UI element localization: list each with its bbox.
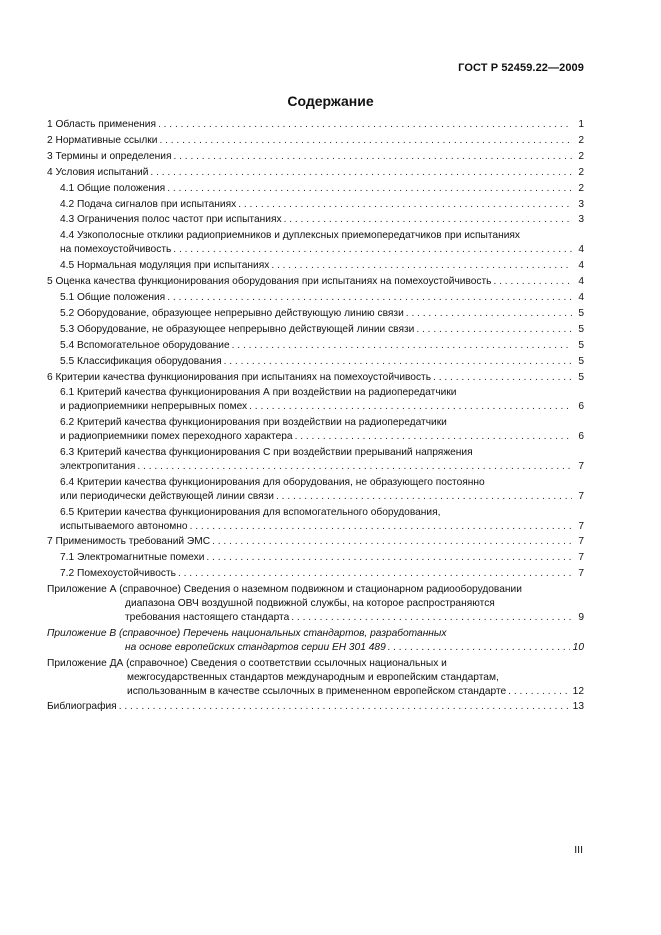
toc-leader-dots bbox=[188, 520, 572, 534]
toc-leader-dots bbox=[289, 611, 572, 625]
toc-entry-page: 7 bbox=[578, 520, 584, 532]
toc-entry-text: 4.3 Ограничения полос частот при испытаниях bbox=[60, 214, 282, 226]
toc-entry-page: 4 bbox=[578, 244, 584, 256]
toc-entry-text: 4 Условия испытаний bbox=[47, 166, 149, 178]
toc-entry[interactable] bbox=[47, 323, 584, 337]
toc-entry-text: 5 Оценка качества функционирования оборудования при испытаниях на помехоустойчивость bbox=[47, 276, 492, 288]
toc-entry-text: 6.1 Критерий качества функционирования А при воздействии на радиопередатчики bbox=[60, 387, 457, 399]
toc-entry-page: 2 bbox=[578, 150, 584, 162]
toc-leader-dots bbox=[165, 291, 572, 305]
toc-entry-text: 6.3 Критерий качества функционирования С при воздействии прерываний напряжения bbox=[60, 447, 473, 459]
toc-entry-text: межгосударственных стандартов международным и европейским стандартам, bbox=[127, 671, 499, 683]
toc-entry-text: 6.4 Критерии качества функционирования для оборудования, не образующего постоянно bbox=[60, 476, 485, 488]
toc-entry-page: 5 bbox=[578, 339, 584, 351]
toc-entry-text: или периодически действующей линии связи bbox=[60, 490, 274, 502]
toc-entry[interactable] bbox=[47, 627, 584, 655]
toc-entry-text: испытываемого автономно bbox=[60, 520, 188, 532]
toc-leader-dots bbox=[293, 430, 572, 444]
toc-entry-text: и радиоприемники помех переходного характера bbox=[60, 431, 293, 443]
toc-entry-text: 6.5 Критерии качества функционирования для вспомогательного оборудования, bbox=[60, 506, 441, 518]
toc-entry[interactable] bbox=[47, 291, 584, 305]
toc-entry-text: 4.1 Общие положения bbox=[60, 182, 166, 194]
toc-entry[interactable] bbox=[47, 259, 584, 273]
toc-entry[interactable] bbox=[47, 150, 584, 164]
toc-leader-dots bbox=[165, 182, 572, 196]
toc-entry-page: 4 bbox=[578, 260, 584, 272]
toc-entry-page: 3 bbox=[578, 214, 584, 226]
toc-leader-dots bbox=[282, 213, 572, 227]
toc-leader-dots bbox=[204, 551, 572, 565]
toc-entry-text: 4.4 Узкополосные отклики радиоприемников и дуплексных приемопередатчиков при испытаниях bbox=[60, 230, 521, 242]
toc-leader-dots bbox=[135, 460, 572, 474]
toc-entry-text: 4.5 Нормальная модуляция при испытаниях bbox=[60, 260, 270, 272]
toc-entry-text: электропитания bbox=[60, 460, 136, 472]
toc-entry[interactable] bbox=[47, 339, 584, 353]
toc-leader-dots bbox=[176, 567, 572, 581]
toc-entry-text: использованным в качестве ссылочных в примененном европейском стандарте bbox=[127, 685, 507, 697]
toc-entry-text: 5.2 Оборудование, образующее непрерывно действующую линию связи bbox=[60, 307, 404, 319]
toc-leader-dots bbox=[171, 150, 572, 164]
toc-entry[interactable] bbox=[47, 198, 584, 212]
toc-entry-page: 13 bbox=[572, 701, 584, 713]
toc-entry[interactable] bbox=[47, 307, 584, 321]
toc-entry-page: 5 bbox=[578, 323, 584, 335]
toc-leader-dots bbox=[414, 323, 572, 337]
toc-entry[interactable] bbox=[47, 583, 584, 625]
toc-entry[interactable] bbox=[47, 386, 584, 414]
toc-entry[interactable] bbox=[47, 134, 584, 148]
toc-entry[interactable] bbox=[47, 567, 584, 581]
toc-entry[interactable] bbox=[47, 182, 584, 196]
toc-entry-page: 10 bbox=[572, 641, 584, 653]
toc-entry-text: 5.1 Общие положения bbox=[60, 291, 166, 303]
toc-entry-page: 7 bbox=[578, 490, 584, 502]
toc-entry-text: Приложение А (справочное) Сведения о наземном подвижном и стационарном радиооборудовании bbox=[47, 584, 522, 596]
toc-entry-text: 6 Критерии качества функционирования при испытаниях на помехоустойчивость bbox=[47, 371, 432, 383]
toc-entry[interactable] bbox=[47, 416, 584, 444]
toc-entry-text: 5.3 Оборудование, не образующее непрерывно действующей линии связи bbox=[60, 323, 415, 335]
toc-entry-text: 3 Термины и определения bbox=[47, 150, 172, 162]
toc-entry[interactable] bbox=[47, 700, 584, 714]
toc-title: Содержание bbox=[287, 93, 374, 109]
toc-leader-dots bbox=[157, 134, 572, 148]
toc-entry[interactable] bbox=[47, 551, 584, 565]
toc-leader-dots bbox=[269, 259, 572, 273]
table-of-contents bbox=[47, 118, 584, 714]
toc-entry-text: и радиоприемники непрерывных помех bbox=[60, 401, 248, 413]
toc-entry-page: 12 bbox=[572, 685, 584, 697]
toc-entry[interactable] bbox=[47, 275, 584, 289]
toc-entry-text: Библиография bbox=[47, 701, 117, 713]
toc-entry[interactable] bbox=[47, 355, 584, 369]
toc-entry-page: 1 bbox=[578, 119, 584, 130]
toc-leader-dots bbox=[117, 700, 570, 714]
toc-entry-page: 2 bbox=[578, 134, 584, 146]
toc-leader-dots bbox=[171, 243, 572, 257]
toc-entry-page: 5 bbox=[578, 371, 584, 383]
toc-leader-dots bbox=[274, 490, 572, 504]
toc-entry[interactable] bbox=[47, 535, 584, 549]
toc-entry[interactable] bbox=[47, 476, 584, 504]
toc-leader-dots bbox=[491, 275, 572, 289]
document-standard-id: ГОСТ Р 52459.22—2009 bbox=[458, 62, 584, 74]
toc-entry-page: 6 bbox=[578, 431, 584, 443]
toc-entry-page: 5 bbox=[578, 355, 584, 367]
toc-leader-dots bbox=[431, 371, 572, 385]
toc-leader-dots bbox=[506, 685, 570, 699]
toc-leader-dots bbox=[236, 198, 572, 212]
toc-entry-page: 9 bbox=[578, 612, 584, 623]
toc-entry-text: 7.1 Электромагнитные помехи bbox=[60, 552, 205, 564]
toc-entry-text: 2 Нормативные ссылки bbox=[47, 134, 158, 146]
toc-entry[interactable] bbox=[47, 506, 584, 534]
toc-leader-dots bbox=[210, 535, 572, 549]
toc-entry-page: 6 bbox=[578, 401, 584, 413]
toc-leader-dots bbox=[247, 400, 572, 414]
page-number: III bbox=[574, 844, 583, 856]
toc-entry-text: Приложение В (справочное) Перечень национальных стандартов, разработанных bbox=[47, 627, 447, 639]
toc-entry[interactable] bbox=[47, 371, 584, 385]
toc-entry[interactable] bbox=[47, 118, 584, 132]
toc-leader-dots bbox=[222, 355, 572, 369]
toc-entry[interactable] bbox=[47, 446, 584, 474]
toc-entry-text: 5.5 Классификация оборудования bbox=[60, 355, 222, 367]
toc-entry-page: 7 bbox=[578, 460, 584, 472]
toc-leader-dots bbox=[404, 307, 572, 321]
toc-entry-page: 7 bbox=[578, 536, 584, 548]
toc-entry[interactable] bbox=[47, 213, 584, 227]
toc-entry-text: 4.2 Подача сигналов при испытаниях bbox=[60, 198, 237, 210]
toc-leader-dots bbox=[148, 166, 572, 180]
toc-entry-text: 7.2 Помехоустойчивость bbox=[60, 568, 176, 580]
toc-entry-text: 7 Применимость требований ЭМС bbox=[47, 536, 211, 548]
toc-leader-dots bbox=[386, 641, 570, 655]
toc-entry-page: 2 bbox=[578, 166, 584, 178]
toc-entry-text: Приложение ДА (справочное) Сведения о соответствии ссылочных национальных и bbox=[47, 657, 447, 669]
toc-entry-text: на основе европейских стандартов серии ЕН 301 489 bbox=[125, 641, 386, 653]
toc-entry[interactable] bbox=[47, 166, 584, 180]
toc-entry-text: 5.4 Вспомогательное оборудование bbox=[60, 339, 230, 351]
toc-entry-page: 7 bbox=[578, 552, 584, 564]
toc-entry-page: 7 bbox=[578, 568, 584, 580]
toc-entry[interactable] bbox=[47, 657, 584, 699]
toc-entry-text: 1 Область применения bbox=[47, 119, 156, 130]
toc-entry-text: диапазона ОВЧ воздушной подвижной службы, на которое распространяются bbox=[125, 598, 495, 610]
toc-leader-dots bbox=[230, 339, 572, 353]
toc-entry-text: требования настоящего стандарта bbox=[125, 612, 290, 623]
toc-entry-page: 4 bbox=[578, 276, 584, 288]
toc-entry-page: 3 bbox=[578, 198, 584, 210]
toc-entry[interactable] bbox=[47, 229, 584, 257]
toc-entry-page: 2 bbox=[578, 182, 584, 194]
toc-leader-dots bbox=[156, 118, 572, 132]
toc-entry-text: 6.2 Критерий качества функционирования при воздействии на радиопередатчики bbox=[60, 417, 447, 429]
toc-entry-page: 5 bbox=[578, 307, 584, 319]
toc-entry-text: на помехоустойчивость bbox=[60, 244, 172, 256]
toc-entry-page: 4 bbox=[578, 291, 584, 303]
